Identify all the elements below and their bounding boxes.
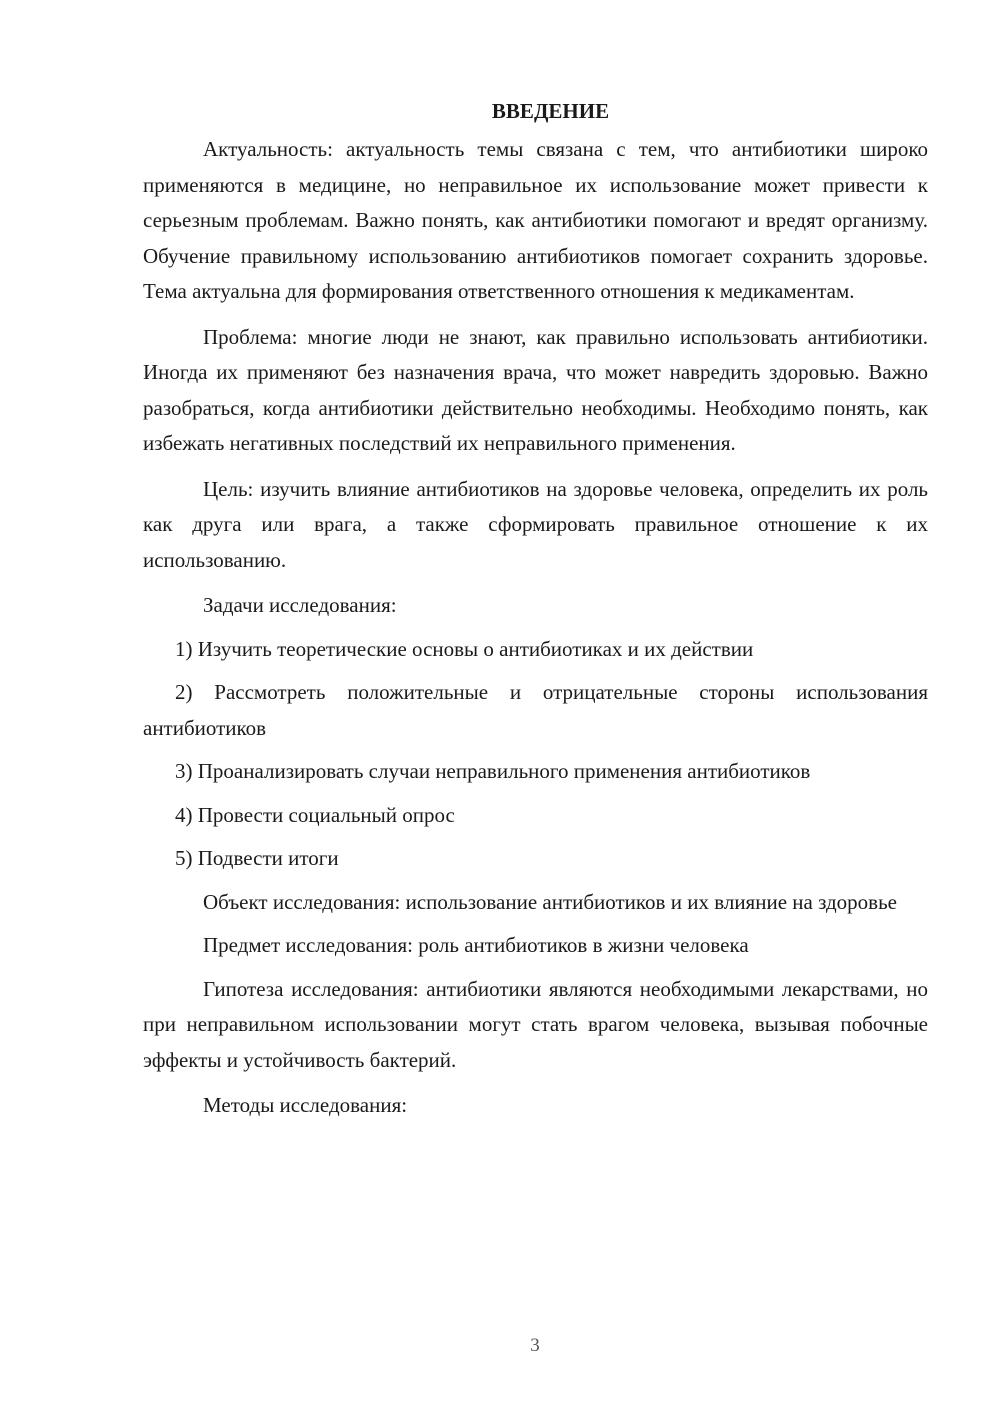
task-item-4: 4) Провести социальный опрос [175, 802, 455, 827]
subject-paragraph: Предмет исследования: роль антибиотиков в жизни человека [203, 933, 749, 957]
relevance-paragraph: Актуальность: актуальность темы связана с тем, что антибиотики широко применяются в медицине, но неправильное их использование может привести к серьезным проблемам. Важно понять, как антибиотики помогают и вредят организму. Обучение правильному использованию антибиотиков помогает сохранить здоровье. Тема актуальна для формирования ответственного отношения к медикаментам. [143, 137, 928, 303]
hypothesis-paragraph: Гипотеза исследования: антибиотики являются необходимыми лекарствами, но при неправильном использовании могут стать врагом человека, вызывая побочные эффекты и устойчивость бактерий. [143, 976, 928, 1072]
task-item-1: 1) Изучить теоретические основы о антибиотиках и их действии [175, 636, 754, 661]
problem-paragraph: Проблема: многие люди не знают, как правильно использовать антибиотики. Иногда их применяют без назначения врача, что может навредить здоровью. Важно разобраться, когда антибиотики действительно необходимы. Необходимо понять, как избежать негативных последствий их неправильного применения. [143, 324, 928, 455]
page-number: 3 [530, 1335, 540, 1356]
tasks-heading: Задачи исследования: [203, 593, 397, 617]
object-paragraph: Объект исследования: использование антибиотиков и их влияние на здоровье [203, 889, 897, 914]
goal-paragraph: Цель: изучить влияние антибиотиков на здоровье человека, определить их роль как друга или врага, а также сформировать правильное отношение к их использованию. [143, 476, 928, 572]
methods-heading: Методы исследования: [203, 1093, 408, 1117]
task-item-3: 3) Проанализировать случаи неправильного применения антибиотиков [175, 759, 811, 783]
task-item-5: 5) Подвести итоги [175, 846, 339, 870]
page-title: ВВЕДЕНИЕ [491, 99, 610, 123]
task-item-2: 2) Рассмотреть положительные и отрицательные стороны использования антибиотиков [143, 680, 928, 740]
